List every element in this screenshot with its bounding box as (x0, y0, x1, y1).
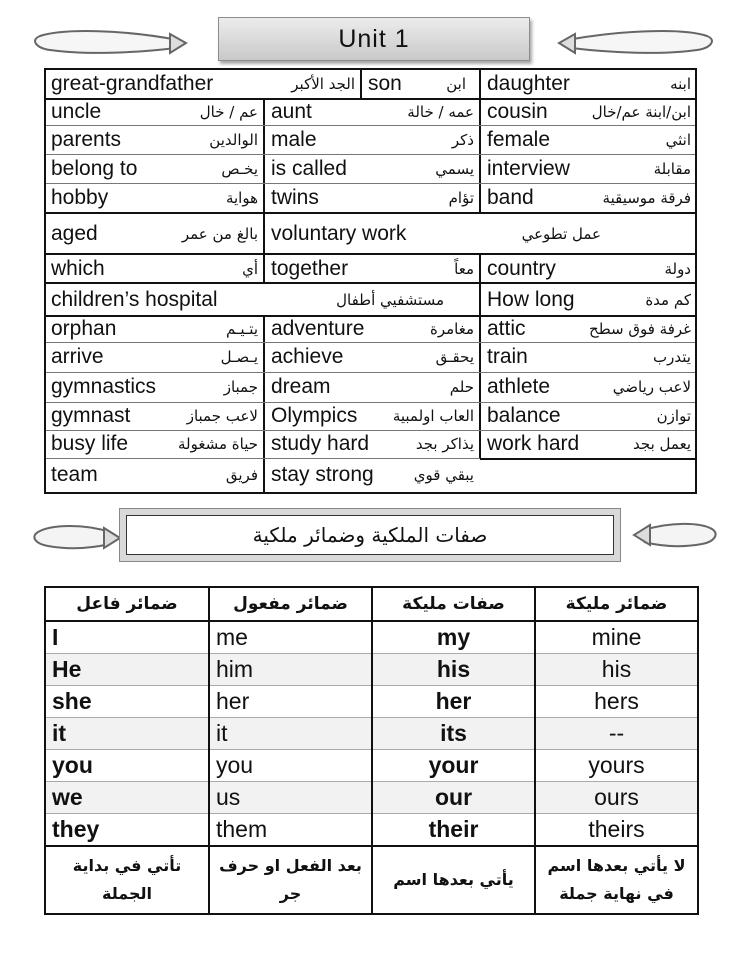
vocab-cell (44, 254, 264, 283)
vocab-cell (44, 430, 264, 458)
arabic-translation: فريق (225, 466, 258, 484)
arabic-translation: حلم (449, 378, 474, 396)
column-header: صفات مليكة (372, 587, 535, 621)
vocab-row (44, 99, 697, 125)
pronoun-row (45, 686, 698, 718)
english-word: dream (271, 375, 331, 398)
english-word: aunt (271, 100, 312, 123)
vocab-cell (264, 213, 697, 254)
arabic-translation: حياة مشغولة (177, 435, 258, 453)
vocab-row (44, 125, 697, 154)
section-heading: صفات الملكية وضمائر ملكية (126, 515, 614, 555)
arabic-translation: مغامرة (429, 320, 474, 338)
arabic-translation: يحقـق (435, 348, 474, 366)
arabic-translation: يسمي (435, 159, 474, 178)
english-word: band (487, 186, 534, 209)
english-word: stay strong (271, 463, 374, 486)
pronoun-cell: ours (535, 782, 698, 814)
vocab-cell (480, 316, 697, 342)
vocab-cell (480, 342, 697, 372)
vocab-cell (264, 254, 480, 283)
pronoun-header-row (45, 587, 698, 621)
english-word: twins (271, 186, 319, 209)
english-word: attic (487, 317, 526, 340)
english-word: hobby (51, 186, 109, 209)
pronoun-row (45, 782, 698, 814)
english-word: country (487, 256, 556, 280)
left-curved-arrow-icon (30, 520, 122, 554)
unit-title: Unit 1 (218, 17, 530, 61)
vocab-cell (264, 99, 480, 125)
vocab-cell (44, 342, 264, 372)
pronoun-cell: its (372, 718, 535, 750)
pronoun-cell: I (45, 621, 209, 654)
vocab-cell (44, 283, 480, 316)
section-heading-box (119, 508, 621, 562)
pronoun-cell: his (535, 654, 698, 686)
english-word: children’s hospital (51, 287, 218, 311)
english-word: female (487, 127, 551, 151)
arabic-translation: بالغ من عمر (181, 224, 258, 243)
pronoun-cell: your (372, 750, 535, 782)
vocab-cell (480, 183, 697, 213)
pronoun-cell: yours (535, 750, 698, 782)
vocab-row (44, 316, 697, 342)
pronoun-cell: her (209, 686, 372, 718)
vocab-cell (44, 99, 264, 125)
vocab-cell (480, 68, 697, 99)
vocab-row (44, 213, 697, 254)
vocab-cell (480, 430, 697, 458)
pronoun-cell: she (45, 686, 209, 718)
arabic-translation: عمه / خالة (407, 103, 474, 121)
arabic-translation: الوالدين (209, 130, 258, 149)
arabic-translation: هواية (225, 189, 258, 207)
arabic-translation: ذكر (451, 130, 474, 149)
english-word: How long (487, 287, 575, 311)
english-word: gymnast (51, 404, 131, 427)
vocab-cell (264, 316, 480, 342)
vocab-cell (264, 372, 480, 402)
vocab-row (44, 402, 697, 430)
pronoun-cell: my (372, 621, 535, 654)
english-word: interview (487, 156, 570, 180)
pronoun-cell: hers (535, 686, 698, 718)
vocab-row (44, 183, 697, 213)
pronoun-cell: him (209, 654, 372, 686)
english-word: daughter (487, 71, 570, 95)
english-word: arrive (51, 345, 104, 368)
pronoun-cell: theirs (535, 814, 698, 847)
english-word: gymnastics (51, 375, 157, 398)
vocab-cell (44, 213, 264, 254)
column-header: ضمائر مليكة (535, 587, 698, 621)
vocab-cell (44, 68, 361, 99)
vocab-cell (480, 372, 697, 402)
vocab-cell (480, 154, 697, 183)
english-word: great-grandfather (51, 71, 214, 95)
vocab-cell (480, 125, 697, 154)
arabic-translation: الجد الأكبر (291, 74, 355, 93)
vocabulary-table (44, 68, 697, 494)
english-word: together (271, 256, 349, 280)
vocab-cell (480, 254, 697, 283)
english-word: team (51, 463, 98, 486)
arabic-translation: يذاكر بجد (415, 435, 474, 453)
vocab-cell (264, 458, 480, 492)
arabic-translation: دولة (664, 259, 691, 278)
arabic-translation: يخـص (221, 159, 258, 178)
english-word: Olympics (271, 404, 358, 427)
pronoun-cell: it (45, 718, 209, 750)
vocab-row (44, 283, 697, 316)
english-word: adventure (271, 317, 365, 340)
english-word: son (368, 71, 402, 95)
english-word: which (51, 256, 105, 280)
arabic-translation: لاعب جمباز (186, 407, 258, 425)
arabic-translation: مقابلة (653, 159, 691, 178)
pronoun-cell: mine (535, 621, 698, 654)
pronoun-table (44, 586, 699, 915)
pronoun-cell: their (372, 814, 535, 847)
arabic-translation: يـصـل (220, 348, 258, 366)
english-word: achieve (271, 345, 344, 368)
vocab-cell (480, 402, 697, 430)
arabic-translation: فرقة موسيقية (602, 189, 691, 207)
pronoun-cell: it (209, 718, 372, 750)
right-curved-arrow-icon (630, 516, 720, 552)
vocab-cell (44, 372, 264, 402)
arabic-translation: عم / خال (199, 103, 258, 121)
vocab-cell (264, 154, 480, 183)
vocab-cell (480, 283, 697, 316)
english-word: male (271, 127, 317, 151)
english-word: cousin (487, 100, 548, 123)
english-word: study hard (271, 432, 370, 455)
pronoun-cell: we (45, 782, 209, 814)
pronoun-row (45, 750, 698, 782)
pronoun-row (45, 718, 698, 750)
pronoun-cell: -- (535, 718, 698, 750)
vocab-cell (44, 402, 264, 430)
arabic-translation: توازن (656, 407, 691, 425)
vocab-cell (44, 125, 264, 154)
vocab-cell (264, 125, 480, 154)
arabic-translation: جمباز (223, 378, 258, 396)
arabic-translation: انثي (665, 130, 691, 149)
english-word: athlete (487, 375, 551, 398)
pronoun-row (45, 654, 698, 686)
english-word: belong to (51, 156, 138, 180)
english-word: balance (487, 404, 561, 427)
english-word: parents (51, 127, 122, 151)
vocab-row (44, 430, 697, 458)
arabic-translation: لاعب رياضي (612, 378, 691, 396)
pronoun-cell: our (372, 782, 535, 814)
pronoun-cell: He (45, 654, 209, 686)
english-word: aged (51, 221, 98, 245)
arabic-translation: كم مدة (645, 290, 691, 309)
column-header: ضمائر فاعل (45, 587, 209, 621)
arabic-translation: عمل تطوعي (521, 224, 601, 243)
pronoun-cell: me (209, 621, 372, 654)
pronoun-row (45, 814, 698, 847)
pronoun-row (45, 621, 698, 654)
vocab-row (44, 372, 697, 402)
usage-note: يأتي بعدها اسم (372, 846, 535, 914)
pronoun-cell: you (209, 750, 372, 782)
vocab-cell (264, 342, 480, 372)
arabic-translation: يتدرب (653, 348, 691, 366)
english-word: voluntary work (271, 221, 407, 245)
arabic-translation: ابن (446, 74, 466, 93)
left-curved-arrow-icon (30, 26, 190, 58)
pronoun-cell: you (45, 750, 209, 782)
english-word: orphan (51, 317, 117, 340)
vocab-row (44, 154, 697, 183)
arabic-translation: أي (242, 259, 258, 278)
pronoun-cell: his (372, 654, 535, 686)
arabic-translation: يبقي قوي (413, 466, 474, 484)
arabic-translation: العاب اولمبية (392, 407, 474, 425)
arabic-translation: ابنه (670, 74, 691, 93)
arabic-translation: يتـيـم (226, 320, 258, 338)
usage-notes-row (45, 846, 698, 914)
english-word: train (487, 345, 528, 368)
column-header: ضمائر مفعول (209, 587, 372, 621)
arabic-translation: معاً (454, 259, 474, 278)
english-word: work hard (487, 432, 580, 455)
english-word: is called (271, 156, 347, 180)
pronoun-cell: them (209, 814, 372, 847)
usage-note: بعد الفعل او حرف جر (209, 846, 372, 914)
vocab-cell (44, 458, 264, 492)
vocab-cell (44, 316, 264, 342)
arabic-translation: ابن/ابنة عم/خال (591, 103, 691, 121)
english-word: uncle (51, 100, 102, 123)
vocab-row (44, 342, 697, 372)
usage-note: تأتي في بداية الجملة (45, 846, 209, 914)
vocab-cell (480, 99, 697, 125)
vocab-row (44, 68, 697, 99)
vocab-cell (264, 402, 480, 430)
arabic-translation: يعمل بجد (633, 435, 691, 453)
arabic-translation: تؤام (448, 189, 474, 207)
usage-note: لا يأتي بعدها اسم في نهاية جملة (535, 846, 698, 914)
vocab-cell (264, 430, 480, 458)
pronoun-cell: us (209, 782, 372, 814)
vocab-cell (44, 154, 264, 183)
right-curved-arrow-icon (553, 26, 718, 58)
pronoun-cell: her (372, 686, 535, 718)
vocab-cell (44, 183, 264, 213)
arabic-translation: مستشفيي أطفال (336, 290, 444, 309)
vocab-cell (361, 68, 480, 99)
pronoun-cell: they (45, 814, 209, 847)
english-word: busy life (51, 432, 129, 455)
vocab-row (44, 254, 697, 283)
vocab-cell (264, 183, 480, 213)
arabic-translation: غرفة فوق سطح (589, 320, 691, 338)
